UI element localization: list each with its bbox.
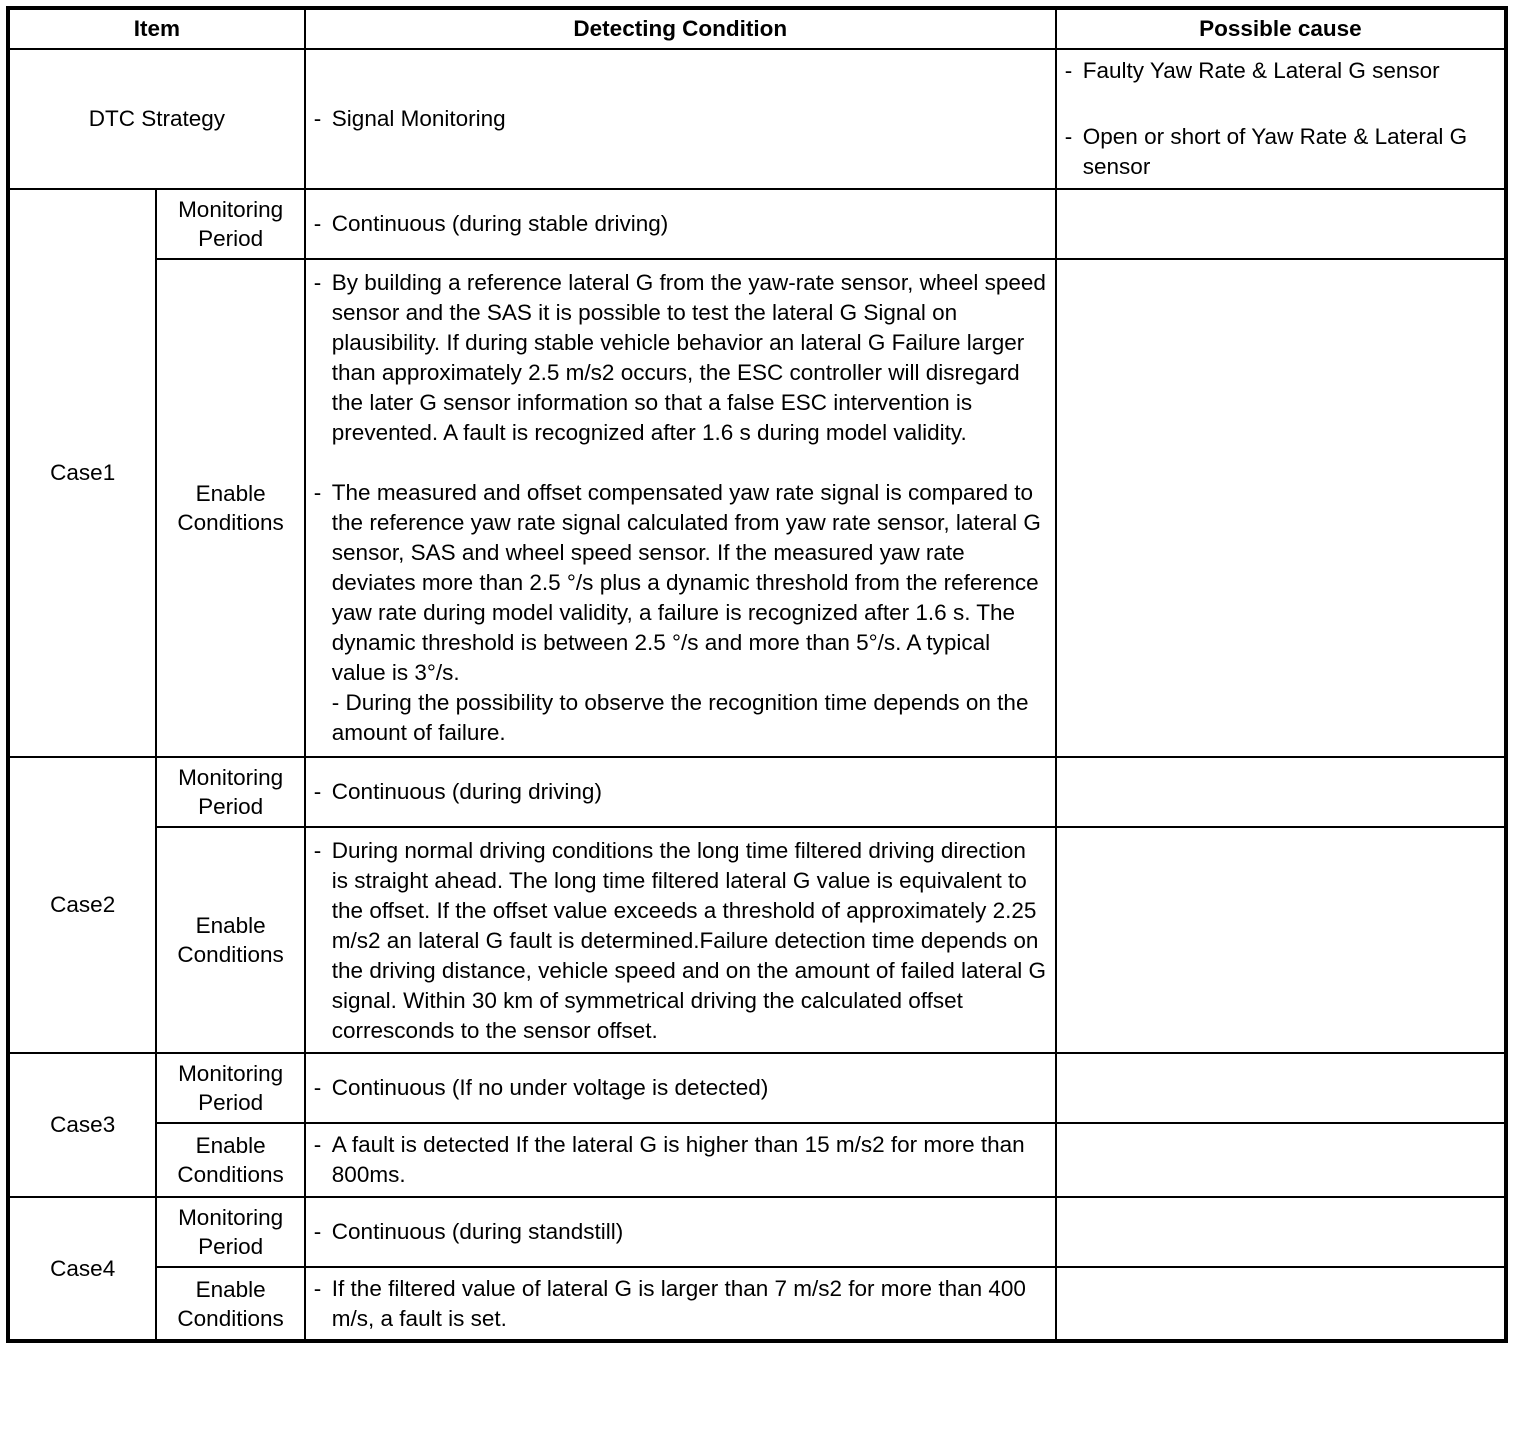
possible-cause-empty (1056, 1267, 1506, 1341)
sub-label-monitoring-period: Monitoring Period (156, 189, 304, 259)
table-row-case4-monitoring (8, 1197, 1506, 1267)
enable-conditions-value: - During normal driving conditions the long time filtered driving direction is straight ahead. The long time filtered lateral G value is equivalent to the offset. If the offset value exceeds a threshold of approximately 2.25 m/s2 an lateral G fault is determined.Failure detection time depends on the driving distance, vehicle speed and on the amount of failed lateral G signal. Within 30 km of symmetrical driving the calculated offset corresconds to the sensor offset. (305, 827, 1056, 1053)
header-row (8, 8, 1506, 49)
table-row-dtc-strategy (8, 49, 1506, 189)
dtc-strategy-label: DTC Strategy (8, 49, 305, 189)
dtc-strategy-possible-causes (1056, 49, 1506, 189)
case-label: Case2 (8, 757, 156, 1053)
enable-conditions-value: - A fault is detected If the lateral G is higher than 15 m/s2 for more than 800ms. (305, 1123, 1056, 1197)
sub-label-enable-conditions: Enable Conditions (156, 1123, 304, 1197)
sub-label-monitoring-period: Monitoring Period (156, 757, 304, 827)
monitoring-period-value: - Continuous (during stable driving) (305, 189, 1056, 259)
dtc-table (6, 6, 1508, 1343)
possible-cause-empty (1056, 259, 1506, 757)
table-row-case1-monitoring (8, 189, 1506, 259)
table-row-case2-monitoring (8, 757, 1506, 827)
header-detecting-condition: Detecting Condition (305, 8, 1056, 49)
monitoring-period-value: - Continuous (If no under voltage is detected) (305, 1053, 1056, 1123)
possible-cause-empty (1056, 757, 1506, 827)
sub-label-monitoring-period: Monitoring Period (156, 1053, 304, 1123)
table-row-case3-enable (8, 1123, 1506, 1197)
case-label: Case3 (8, 1053, 156, 1197)
header-possible-cause: Possible cause (1056, 8, 1506, 49)
possible-cause-empty (1056, 1053, 1506, 1123)
possible-cause-item: - Open or short of Yaw Rate & Lateral G sensor (1065, 122, 1496, 182)
enable-conditions-value: - By building a reference lateral G from the yaw-rate sensor, wheel speed sensor and the SAS it is possible to test the lateral G Signal on plausibility. If during stable vehicle behavior an lateral G Failure larger than approximately 2.5 m/s2 occurs, the ESC controller will disregard the later G sensor information so that a false ESC intervention is prevented. A fault is recognized after 1.6 s during model validity. - The measured and offset compensated yaw rate signal is compared to the reference yaw rate signal calculated from yaw rate sensor, lateral G sensor, SAS and wheel speed sensor. If the measured yaw rate deviates more than 2.5 °/s plus a dynamic threshold from the reference yaw rate during model validity, a failure is recognized after 1.6 s. The dynamic threshold is between 2.5 °/s and more than 5°/s. A typical value is 3°/s. - During the possibility to observe the recognition time depends on the amount of failure. (305, 259, 1056, 757)
table-row-case2-enable (8, 827, 1506, 1053)
header-item: Item (8, 8, 305, 49)
table-row-case4-enable (8, 1267, 1506, 1341)
possible-cause-empty (1056, 1123, 1506, 1197)
case-label: Case1 (8, 189, 156, 757)
sub-label-enable-conditions: Enable Conditions (156, 259, 304, 757)
monitoring-period-value: - Continuous (during driving) (305, 757, 1056, 827)
possible-cause-empty (1056, 189, 1506, 259)
possible-cause-item: - Faulty Yaw Rate & Lateral G sensor (1065, 56, 1496, 86)
sub-label-enable-conditions: Enable Conditions (156, 827, 304, 1053)
case-label: Case4 (8, 1197, 156, 1341)
sub-label-enable-conditions: Enable Conditions (156, 1267, 304, 1341)
possible-cause-empty (1056, 1197, 1506, 1267)
possible-cause-empty (1056, 827, 1506, 1053)
monitoring-period-value: - Continuous (during standstill) (305, 1197, 1056, 1267)
sub-label-monitoring-period: Monitoring Period (156, 1197, 304, 1267)
dtc-strategy-detecting: - Signal Monitoring (305, 49, 1056, 189)
enable-conditions-value: - If the filtered value of lateral G is larger than 7 m/s2 for more than 400 m/s, a fault is set. (305, 1267, 1056, 1341)
table-row-case1-enable (8, 259, 1506, 757)
table-row-case3-monitoring (8, 1053, 1506, 1123)
